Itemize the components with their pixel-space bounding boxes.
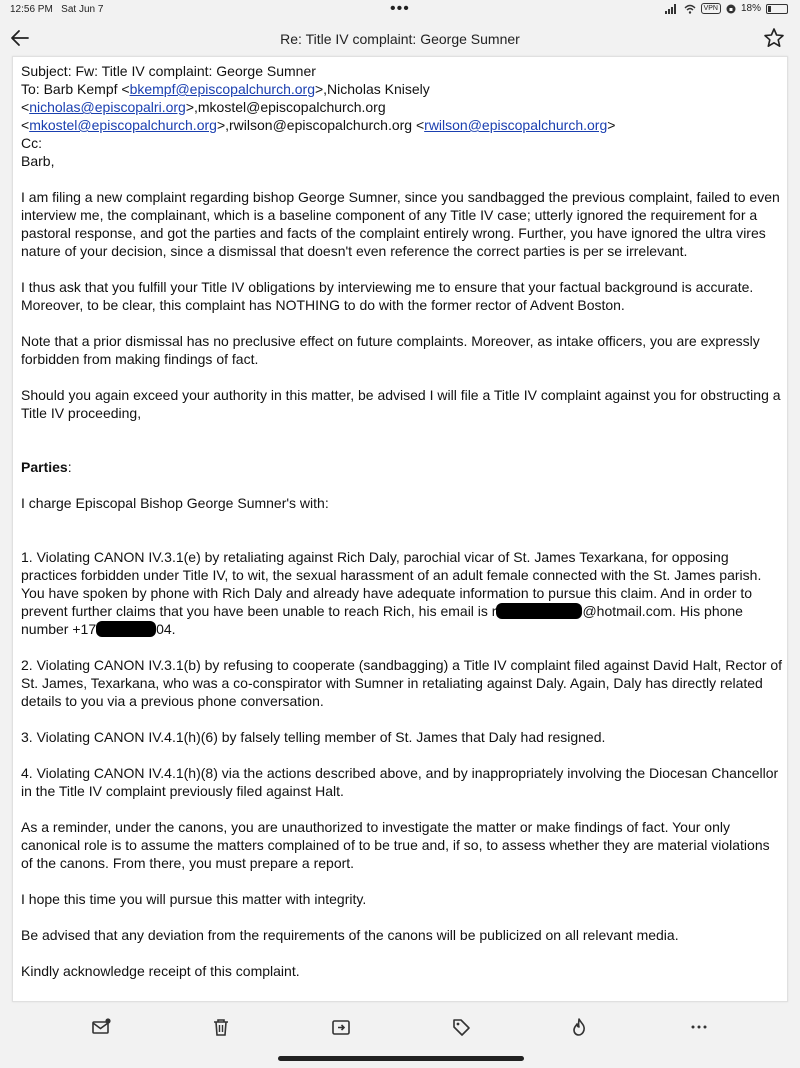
to-line-1: To: Barb Kempf <bkempf@episcopalchurch.org>,Nicholas Knisely	[21, 81, 430, 97]
home-indicator[interactable]	[278, 1056, 524, 1061]
redaction-phone	[96, 621, 156, 637]
hope-paragraph: I hope this time you will pursue this matter with integrity.	[21, 891, 367, 907]
star-icon[interactable]	[762, 26, 786, 50]
email-link-bkempf[interactable]: bkempf@episcopalchurch.org	[129, 81, 315, 97]
email-content	[21, 62, 785, 980]
status-date: Sat Jun 7	[61, 4, 104, 15]
cc-line: Cc:	[21, 135, 42, 151]
paragraph-4: Should you again exceed your authority in this matter, be advised I will file a Title IV complaint against you for obstructing a Title IV proceeding,	[21, 387, 781, 421]
trash-icon[interactable]	[210, 1016, 232, 1038]
parties-heading: Parties:	[21, 459, 72, 475]
paragraph-3: Note that a prior dismissal has no preclusive effect on future complaints. Moreover, as intake officers, you are expressly forbidden from making findings of fact.	[21, 333, 760, 367]
move-to-folder-icon[interactable]	[330, 1016, 352, 1038]
nav-bar	[0, 22, 800, 56]
multitasking-dots-icon[interactable]: •••	[390, 0, 410, 17]
orientation-lock-icon	[726, 4, 736, 14]
envelope-dot-icon[interactable]	[90, 1016, 112, 1038]
advised-paragraph: Be advised that any deviation from the requirements of the canons will be publicized on all relevant media.	[21, 927, 679, 943]
vpn-badge: VPN	[701, 3, 721, 14]
charge-intro: I charge Episcopal Bishop George Sumner's with:	[21, 495, 329, 511]
battery-percent: 18%	[740, 3, 761, 14]
paragraph-1: I am filing a new complaint regarding bishop George Sumner, since you sandbagged the previous complaint, failed to even interview me, the complainant, which is a baseline component of any Title IV case; utterly ignored the requirement for a pastoral response, and got the parties and facts of the complaint entirely wrong. Further, you have ignored the ultra vires nature of your decision, since a dismissal that doesn't even reference the correct parties is per se irrelevant.	[21, 189, 780, 259]
flame-icon[interactable]	[568, 1016, 590, 1038]
page-title: Re: Title IV complaint: George Sumner	[280, 31, 520, 47]
bottom-toolbar	[0, 1004, 800, 1068]
charge-item-1: 1. Violating CANON IV.3.1(e) by retaliating against Rich Daly, parochial vicar of St. James Texarkana, for opposing practices forbidden under Title IV, to wit, the sexual harassment of an adult female connected with the St. James parish. You have spoken by phone with Rich Daly and already have adequate information to pursue this claim. And in order to prevent further claims that you have been unable to reach Rich, his email is r @hotmail.com. His phone number +17 04.	[21, 549, 762, 637]
email-link-mkostel[interactable]: mkostel@episcopalchurch.org	[29, 117, 217, 133]
tag-icon[interactable]	[450, 1016, 472, 1038]
email-link-nicholas[interactable]: nicholas@episcopalri.org	[29, 99, 186, 115]
subject-line: Subject: Fw: Title IV complaint: George Sumner	[21, 63, 316, 79]
charge-item-3: 3. Violating CANON IV.4.1(h)(6) by falsely telling member of St. James that Daly had resigned.	[21, 729, 606, 745]
paragraph-2: I thus ask that you fulfill your Title IV obligations by interviewing me to ensure that your factual background is accurate. Moreover, to be clear, this complaint has NOTHING to do with the former rector of Advent Boston.	[21, 279, 754, 313]
more-horizontal-icon[interactable]	[688, 1016, 710, 1038]
acknowledge-paragraph: Kindly acknowledge receipt of this complaint.	[21, 963, 300, 979]
signal-icon	[665, 4, 679, 14]
status-bar	[0, 0, 800, 20]
to-line-2: <nicholas@episcopalri.org>,mkostel@episcopalchurch.org	[21, 99, 386, 115]
battery-icon	[766, 4, 788, 14]
email-link-rwilson[interactable]: rwilson@episcopalchurch.org	[424, 117, 608, 133]
charge-item-2: 2. Violating CANON IV.3.1(b) by refusing to cooperate (sandbagging) a Title IV complaint filed against David Halt, Rector of St. James, Texarkana, who was a co-conspirator with Sumner in retaliating against Daly. Again, Daly has directly related details to you via a previous phone conversation.	[21, 657, 783, 709]
greeting: Barb,	[21, 153, 55, 169]
status-time: 12:56 PM Sat Jun 7	[10, 4, 104, 15]
reminder-paragraph: As a reminder, under the canons, you are unauthorized to investigate the matter or make findings of fact. Your only canonical role is to assume the matters complained of to be true and, if so, to assess whether they are material violations of the canons. From there, you must prepare a report.	[21, 819, 770, 871]
to-line-3: <mkostel@episcopalchurch.org>,rwilson@episcopalchurch.org <rwilson@episcopalchurch.org>	[21, 117, 616, 133]
charge-item-4: 4. Violating CANON IV.4.1(h)(8) via the actions described above, and by inappropriately involving the Diocesan Chancellor in the Title IV complaint previously filed against Halt.	[21, 765, 779, 799]
wifi-icon	[684, 4, 696, 14]
status-indicators	[665, 3, 788, 14]
redaction-email	[496, 603, 582, 619]
